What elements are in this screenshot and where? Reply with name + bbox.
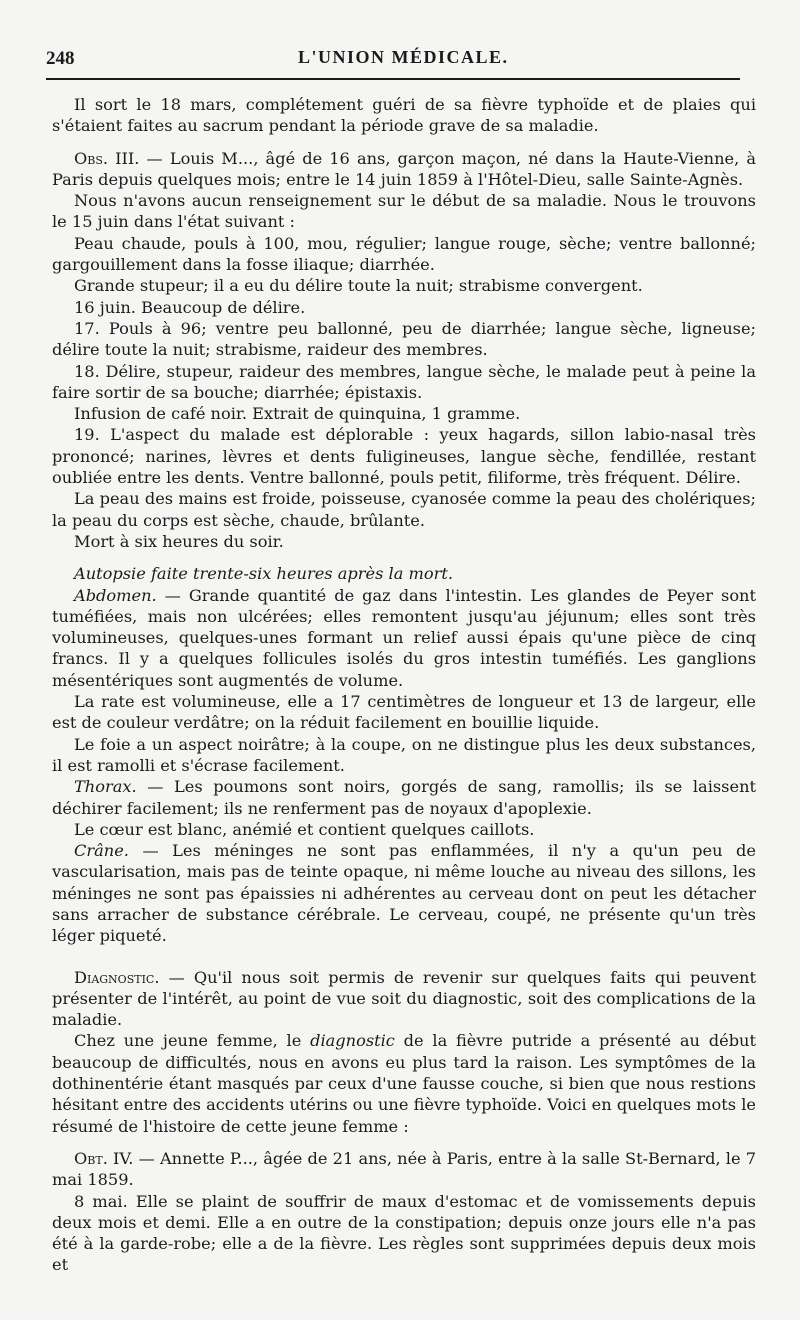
page-header <box>46 44 746 72</box>
paragraph: Le cœur est blanc, anémié et contient quelques caillots. <box>74 819 535 839</box>
paragraph: Il sort le 18 mars, complétement guéri de sa fièvre typhoïde et de plaies qui s'étaient faites au sacrum pendant la période grave de sa maladie. <box>52 95 756 136</box>
observation-heading: Obs. III. — Louis M..., âgé de 16 ans, garçon maçon, né dans la Haute-Vienne, à Paris depuis quelques mois; entre le 14 juin 1859 à l'Hôtel-Dieu, salle Sainte-Agnès. <box>52 148 756 189</box>
paragraph: 18. Délire, stupeur, raideur des membres, langue sèche, le malade peut à peine la faire sortir de sa bouche; diarrhée; épistaxis. <box>52 361 756 402</box>
paragraph: La peau des mains est froide, poisseuse, cyanosée comme la peau des cholériques; la peau du corps est sèche, chaude, brûlante. <box>52 489 756 530</box>
section-label: Thorax. <box>74 777 137 797</box>
paragraph: 19. L'aspect du malade est déplorable : yeux hagards, sillon labio-nasal très prononcé; narines, lèvres et dents fuligineuses, langue sèche, fendillée, restant oubliée entre les dents. Ventre ballonné, pouls petit, filiforme, très fréquent. Délire. <box>52 425 756 488</box>
paragraph: Thorax. — Les poumons sont noirs, gorgés de sang, ramollis; ils se laissent déchirer facilement; ils ne renferment pas de noyaux d'apoplexie. <box>52 777 756 818</box>
running-title: L'UNION MÉDICALE. <box>298 47 509 67</box>
section-label: Diagnostic. <box>74 967 160 987</box>
paragraph: Infusion de café noir. Extrait de quinquina, 1 gramme. <box>74 404 521 424</box>
body-text <box>52 94 756 1276</box>
paragraph: Grande stupeur; il a eu du délire toute la nuit; strabisme convergent. <box>74 276 643 296</box>
paragraph: Nous n'avons aucun renseignement sur le début de sa maladie. Nous le trouvons le 15 juin dans l'état suivant : <box>52 191 756 232</box>
section-label: Obt. IV. <box>74 1148 134 1168</box>
paragraph: Mort à six heures du soir. <box>74 531 284 551</box>
emphasized-word: diagnostic <box>310 1031 395 1051</box>
paragraph: La rate est volumineuse, elle a 17 centimètres de longueur et 13 de largeur, elle est de couleur verdâtre; on la réduit facilement en bouillie liquide. <box>52 692 756 733</box>
header-rule <box>46 78 740 80</box>
paragraph: Crâne. — Les méninges ne sont pas enflammées, il n'y a qu'un peu de vascularisation, mais pas de teinte opaque, ni même louche au niveau des sillons, les méninges ne sont pas épaissies ni adhérentes au cerveau dont on peut les détacher sans arracher de substance cérébrale. Le cerveau, coupé, ne présente qu'un très léger piqueté. <box>52 841 756 946</box>
page-number: 248 <box>46 48 75 69</box>
paragraph: 16 juin. Beaucoup de délire. <box>74 297 306 317</box>
diagnostic-heading: Diagnostic. — Qu'il nous soit permis de revenir sur quelques faits qui peuvent présenter de l'intérêt, au point de vue soit du diagnostic, soit des complications de la maladie. <box>52 967 756 1030</box>
paragraph: 8 mai. Elle se plaint de souffrir de maux d'estomac et de vomissements depuis deux mois et demi. Elle a en outre de la constipation; depuis onze jours elle n'a pas été à la garde-robe; elle a de la fièvre. Les règles sont supprimées depuis deux mois et <box>52 1191 756 1275</box>
paragraph: Peau chaude, pouls à 100, mou, régulier; langue rouge, sèche; ventre ballonné; gargouillement dans la fosse iliaque; diarrhée. <box>52 233 756 275</box>
autopsy-heading: Autopsie faite trente-six heures après la mort. <box>74 564 453 584</box>
paragraph: Chez une jeune femme, le diagnostic de la fièvre putride a présenté au début beaucoup de difficultés, nous en avons eu plus tard la raison. Les symptômes de la dothinentérie étant masqués par ceux d'une fausse couche, si bien que nous restions hésitant entre des accidents utérins ou une fièvre typhoïde. Voici en quelques mots le résumé de l'histoire de cette jeune femme : <box>52 1031 756 1136</box>
paragraph: Le foie a un aspect noirâtre; à la coupe, on ne distingue plus les deux substances, il est ramolli et s'écrase facilement. <box>52 734 756 775</box>
section-label: Abdomen. <box>74 585 157 605</box>
paragraph: 17. Pouls à 96; ventre peu ballonné, peu de diarrhée; langue sèche, ligneuse; délire toute la nuit; strabisme, raideur des membres. <box>52 318 756 360</box>
paragraph: Abdomen. — Grande quantité de gaz dans l'intestin. Les glandes de Peyer sont tuméfiées, mais non ulcérées; elles remontent jusqu'au jéjunum; elles sont très volumineuses, quelques-unes formant un relief aussi épais qu'une pièce de cinq francs. Il y a quelques follicules isolés du gros intestin tuméfiés. Les ganglions mésentériques sont augmentés de volume. <box>52 585 756 690</box>
observation-heading: Obt. IV. — Annette P..., âgée de 21 ans, née à Paris, entre à la salle St-Bernard, le 7 mai 1859. <box>52 1148 757 1190</box>
section-label: Crâne. <box>74 841 129 861</box>
section-label: Obs. III. <box>74 148 140 168</box>
